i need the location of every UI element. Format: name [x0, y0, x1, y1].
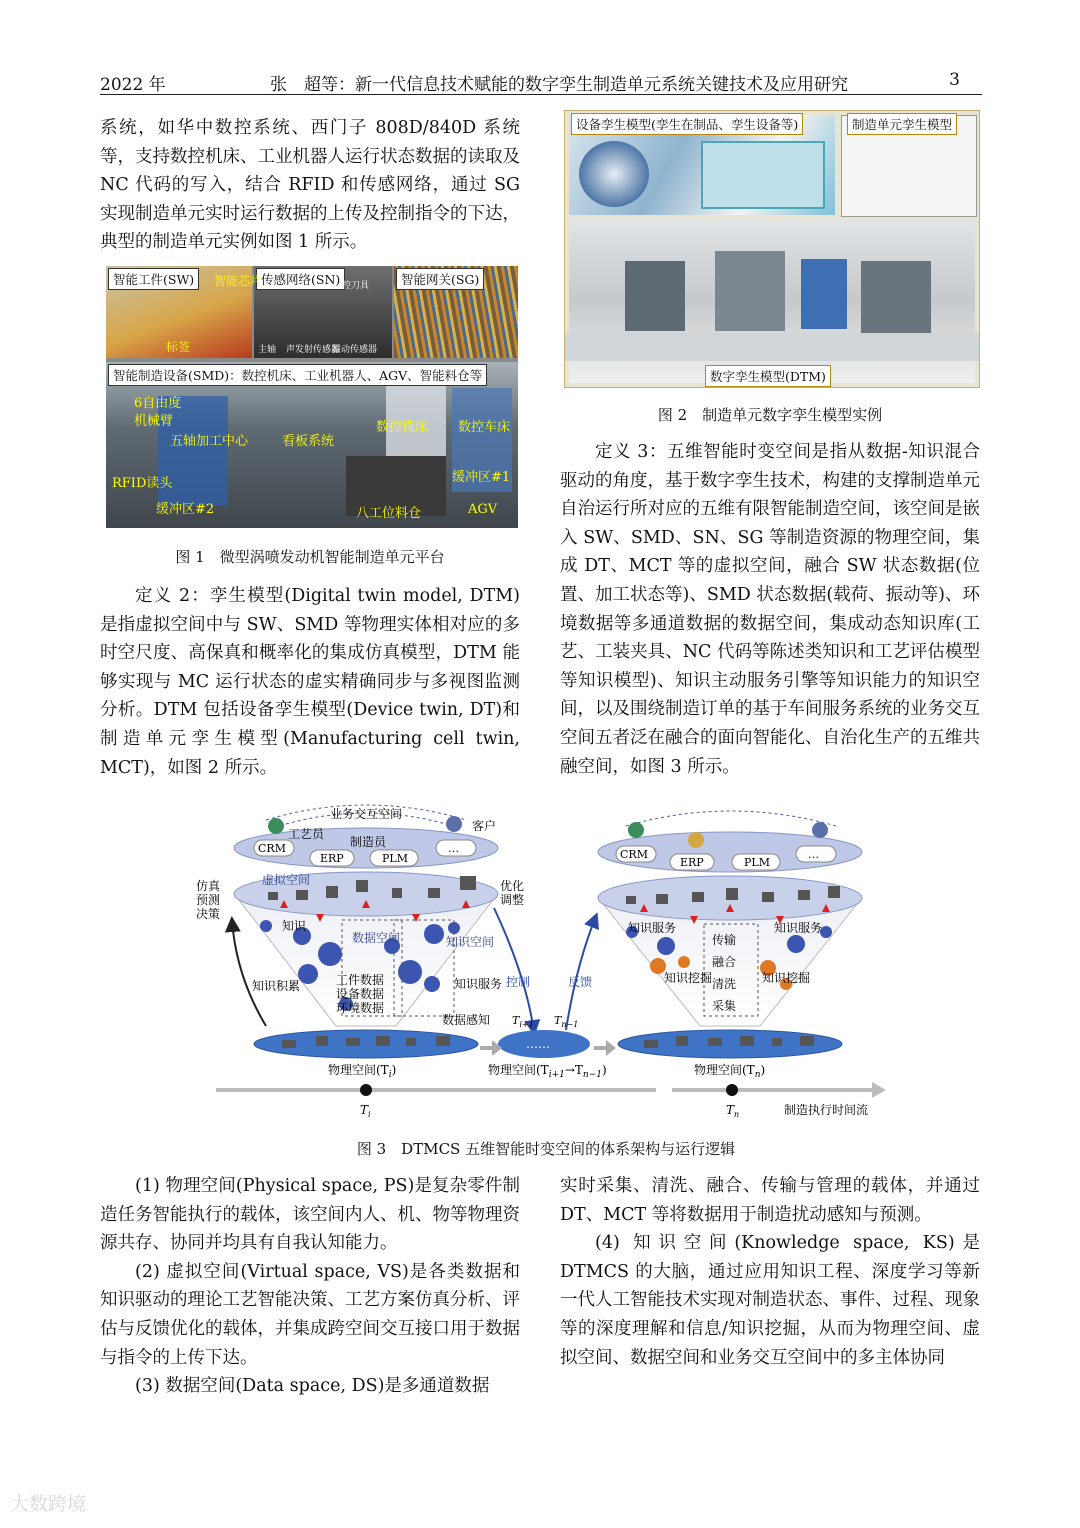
person-icon	[628, 822, 644, 838]
svg-text:ERP: ERP	[680, 856, 704, 869]
header-year: 2022 年	[100, 75, 166, 95]
figure-3-diagram	[196, 796, 896, 1120]
svg-text:工艺员: 工艺员	[288, 827, 325, 841]
bottom-right-column: 实时采集、清洗、融合、传输与管理的载体，并通过 DT、MCT 等将数据用于制造扰动感知与预测。 (4) 知识空间(Knowledge space, KS)是 DTMCS 的大脑，通过应用知识工程、深度学习等新一代人工智能技术实现对制造状态、事件、过程、现象等的深度理解和信息/知识挖掘，从而为物理空间、虚拟空间、数据空间和业务交互空间中的多主体协同	[560, 1176, 980, 1368]
figure-1-caption: 图 1 微型涡喷发动机智能制造单元平台	[175, 548, 445, 566]
left-paragraph-1: 系统，如华中数控系统、西门子 808D/840D 系统等，支持数控机床、工业机器人运行状态数据的读取及 NC 代码的写入，结合 RFID 和传感网络，通过 SG 实现制造单元实时运行数据的上传及控制指令的下达，典型的制造单元实例如图 1 所示。	[100, 118, 520, 253]
label-time-flow: 制造执行时间流	[784, 1103, 869, 1117]
fig1-label-smd: 智能制造设备(SMD)：数控机床、工业机器人、AGV、智能料仓等	[108, 364, 487, 386]
svg-text:设备数据: 设备数据	[336, 987, 385, 1001]
svg-text:CRM: CRM	[258, 842, 286, 855]
timeline-marker-tn	[726, 1084, 738, 1096]
svg-text:融合: 融合	[712, 955, 737, 969]
svg-text:传输: 传输	[712, 933, 737, 947]
svg-text:ERP: ERP	[320, 852, 344, 865]
bottom-left-column: (1) 物理空间(Physical space, PS)是复杂零件制造任务智能执行的载体，该空间内人、机、物等物理资源共存、协同并均具有自我认知能力。 (2) 虚拟空间(Virtual space, VS)是各类数据和知识驱动的理论工艺智能决策、工艺方案仿真分析、评估与反馈优化的载体，并集成跨空间交互接口用于数据与指令的上传下达。 (3) 数据空间(Data space, DS)是多通道数据	[100, 1176, 520, 1397]
svg-text:PLM: PLM	[744, 856, 770, 869]
svg-text:数据感知: 数据感知	[442, 1013, 491, 1027]
svg-text:CRM: CRM	[620, 848, 648, 861]
svg-text:采集: 采集	[712, 999, 737, 1013]
fig1-label-sn: 传感网络(SN)	[256, 268, 345, 290]
label-knowledge-space: 知识空间	[446, 935, 495, 949]
svg-text:预测: 预测	[196, 893, 221, 907]
svg-text:Ti: $T_i$	[360, 1103, 371, 1119]
person-icon	[268, 818, 284, 834]
label-physical-space-tn: 物理空间$(T_n)$	[694, 1063, 766, 1080]
fig2-label-dt: 设备孪生模型(孪生在制品、孪生设备等)	[571, 113, 803, 135]
figure-2-image	[564, 110, 980, 388]
fig2-label-dtm: 数字孪生模型(DTM)	[705, 365, 831, 387]
svg-text:知识挖掘: 知识挖掘	[762, 971, 811, 985]
label-virtual-space-left: 虚拟空间	[262, 873, 311, 887]
svg-text:清洗: 清洗	[712, 977, 737, 991]
svg-text:决策: 决策	[196, 907, 221, 921]
svg-text:知识服务: 知识服务	[774, 921, 823, 935]
svg-text:制造员: 制造员	[350, 835, 387, 849]
figure-3-caption: 图 3 DTMCS 五维智能时变空间的体系架构与运行逻辑	[356, 1140, 736, 1158]
header-title: 张 超等：新一代信息技术赋能的数字孪生制造单元系统关键技术及应用研究	[270, 75, 848, 95]
person-icon	[812, 822, 828, 838]
svg-text:调整: 调整	[500, 893, 525, 907]
fig1-label-sg: 智能网关(SG)	[396, 268, 484, 290]
svg-text:客户: 客户	[472, 819, 497, 833]
person-icon	[446, 816, 462, 832]
watermark-logo: 大数跨境	[10, 1493, 87, 1515]
timeline-marker-ti	[360, 1084, 372, 1096]
label-business-space-left: 业务交互空间	[330, 807, 403, 821]
svg-text:Tn−1: $T_{n-1}$	[554, 1014, 579, 1029]
svg-text:优化: 优化	[500, 879, 525, 893]
fig2-label-mct: 制造单元孪生模型	[847, 113, 957, 135]
svg-text:控制: 控制	[506, 975, 531, 989]
svg-text:…: …	[448, 842, 459, 855]
svg-text:知识服务: 知识服务	[628, 921, 677, 935]
header-page-number: 3	[949, 70, 960, 90]
label-physical-space-mid: 物理空间$(T_{i+1}\to T_{n-1})$	[488, 1063, 607, 1080]
definition-2: 定义 2：孪生模型(Digital twin model, DTM)是指虚拟空间中与 SW、SMD 等物理实体相对应的多时空尺度、高保真和概率化的集成仿真模型，DTM 能够实现与 MC 运行状态的虚实精确同步与多视图监测分析。DTM 包括设备孪生模型(Device twin, DT)和制造单元孪生模型(Manufacturing cell twin, MCT)，如图 2 所示。	[100, 586, 520, 778]
svg-text:…: …	[808, 848, 819, 861]
svg-text:知识积累: 知识积累	[252, 979, 301, 993]
svg-text:知识: 知识	[282, 919, 307, 933]
label-data-space: 数据空间	[352, 931, 401, 945]
svg-text:工件数据: 工件数据	[336, 973, 385, 987]
label-physical-space-ti: 物理空间$(T_i)$	[328, 1063, 397, 1080]
svg-text:知识服务: 知识服务	[454, 977, 503, 991]
figure-2-caption: 图 2 制造单元数字孪生模型实例	[657, 406, 883, 424]
definition-3: 定义 3：五维智能时变空间是指从数据-知识混合驱动的角度，基于数字孪生技术，构建的支撑制造单元自治运行所对应的五维有限智能制造空间，该空间是嵌入 SW、SMD、SN、SG 等制造资源的物理空间，集成 DT、MCT 等的虚拟空间，融合 SW 状态数据(位置、加工状态等)、SMD 状态数据(载荷、振动等)、环境数据等多通道数据的数据空间，集成动态知识库(工艺、工装夹具、NC 代码等陈述类知识和工艺评估模型等知识模型)、知识主动服务引擎等知识能力的知识空间，以及围绕制造订单的基于车间服务系统的业务交互空间五者泛在融合的面向智能化、自治化生产的五维共融空间，如图 3 所示。	[560, 442, 980, 777]
svg-text:Tn: $T_n$	[726, 1103, 740, 1119]
figure-1-photo: 智能工件(SW) 传感网络(SN) 智能网关(SG) 智能制造设备(SMD)：数控机床、工业机器人、AGV、智能料仓等 智能芯片 标签 控刀具 主轴 声发射传感器 振动传感器 6自由度 机械臂 五轴加工中心 看板系统 数控铣床 数控车床 RFID读头 缓冲区#1 缓冲区#2 八工位料仓 AGV	[106, 266, 518, 528]
person-icon	[688, 832, 704, 848]
svg-text:PLM: PLM	[382, 852, 408, 865]
svg-text:知识挖掘: 知识挖掘	[664, 971, 713, 985]
fig1-label-sw: 智能工件(SW)	[108, 268, 199, 290]
running-header	[100, 66, 982, 95]
svg-text:仿真: 仿真	[196, 879, 221, 893]
svg-text:反馈: 反馈	[568, 975, 593, 989]
svg-text:Ti+1: $T_{i+1}$	[512, 1014, 534, 1029]
svg-text:环境数据: 环境数据	[336, 1001, 385, 1015]
svg-text:……: ……	[526, 1037, 550, 1051]
